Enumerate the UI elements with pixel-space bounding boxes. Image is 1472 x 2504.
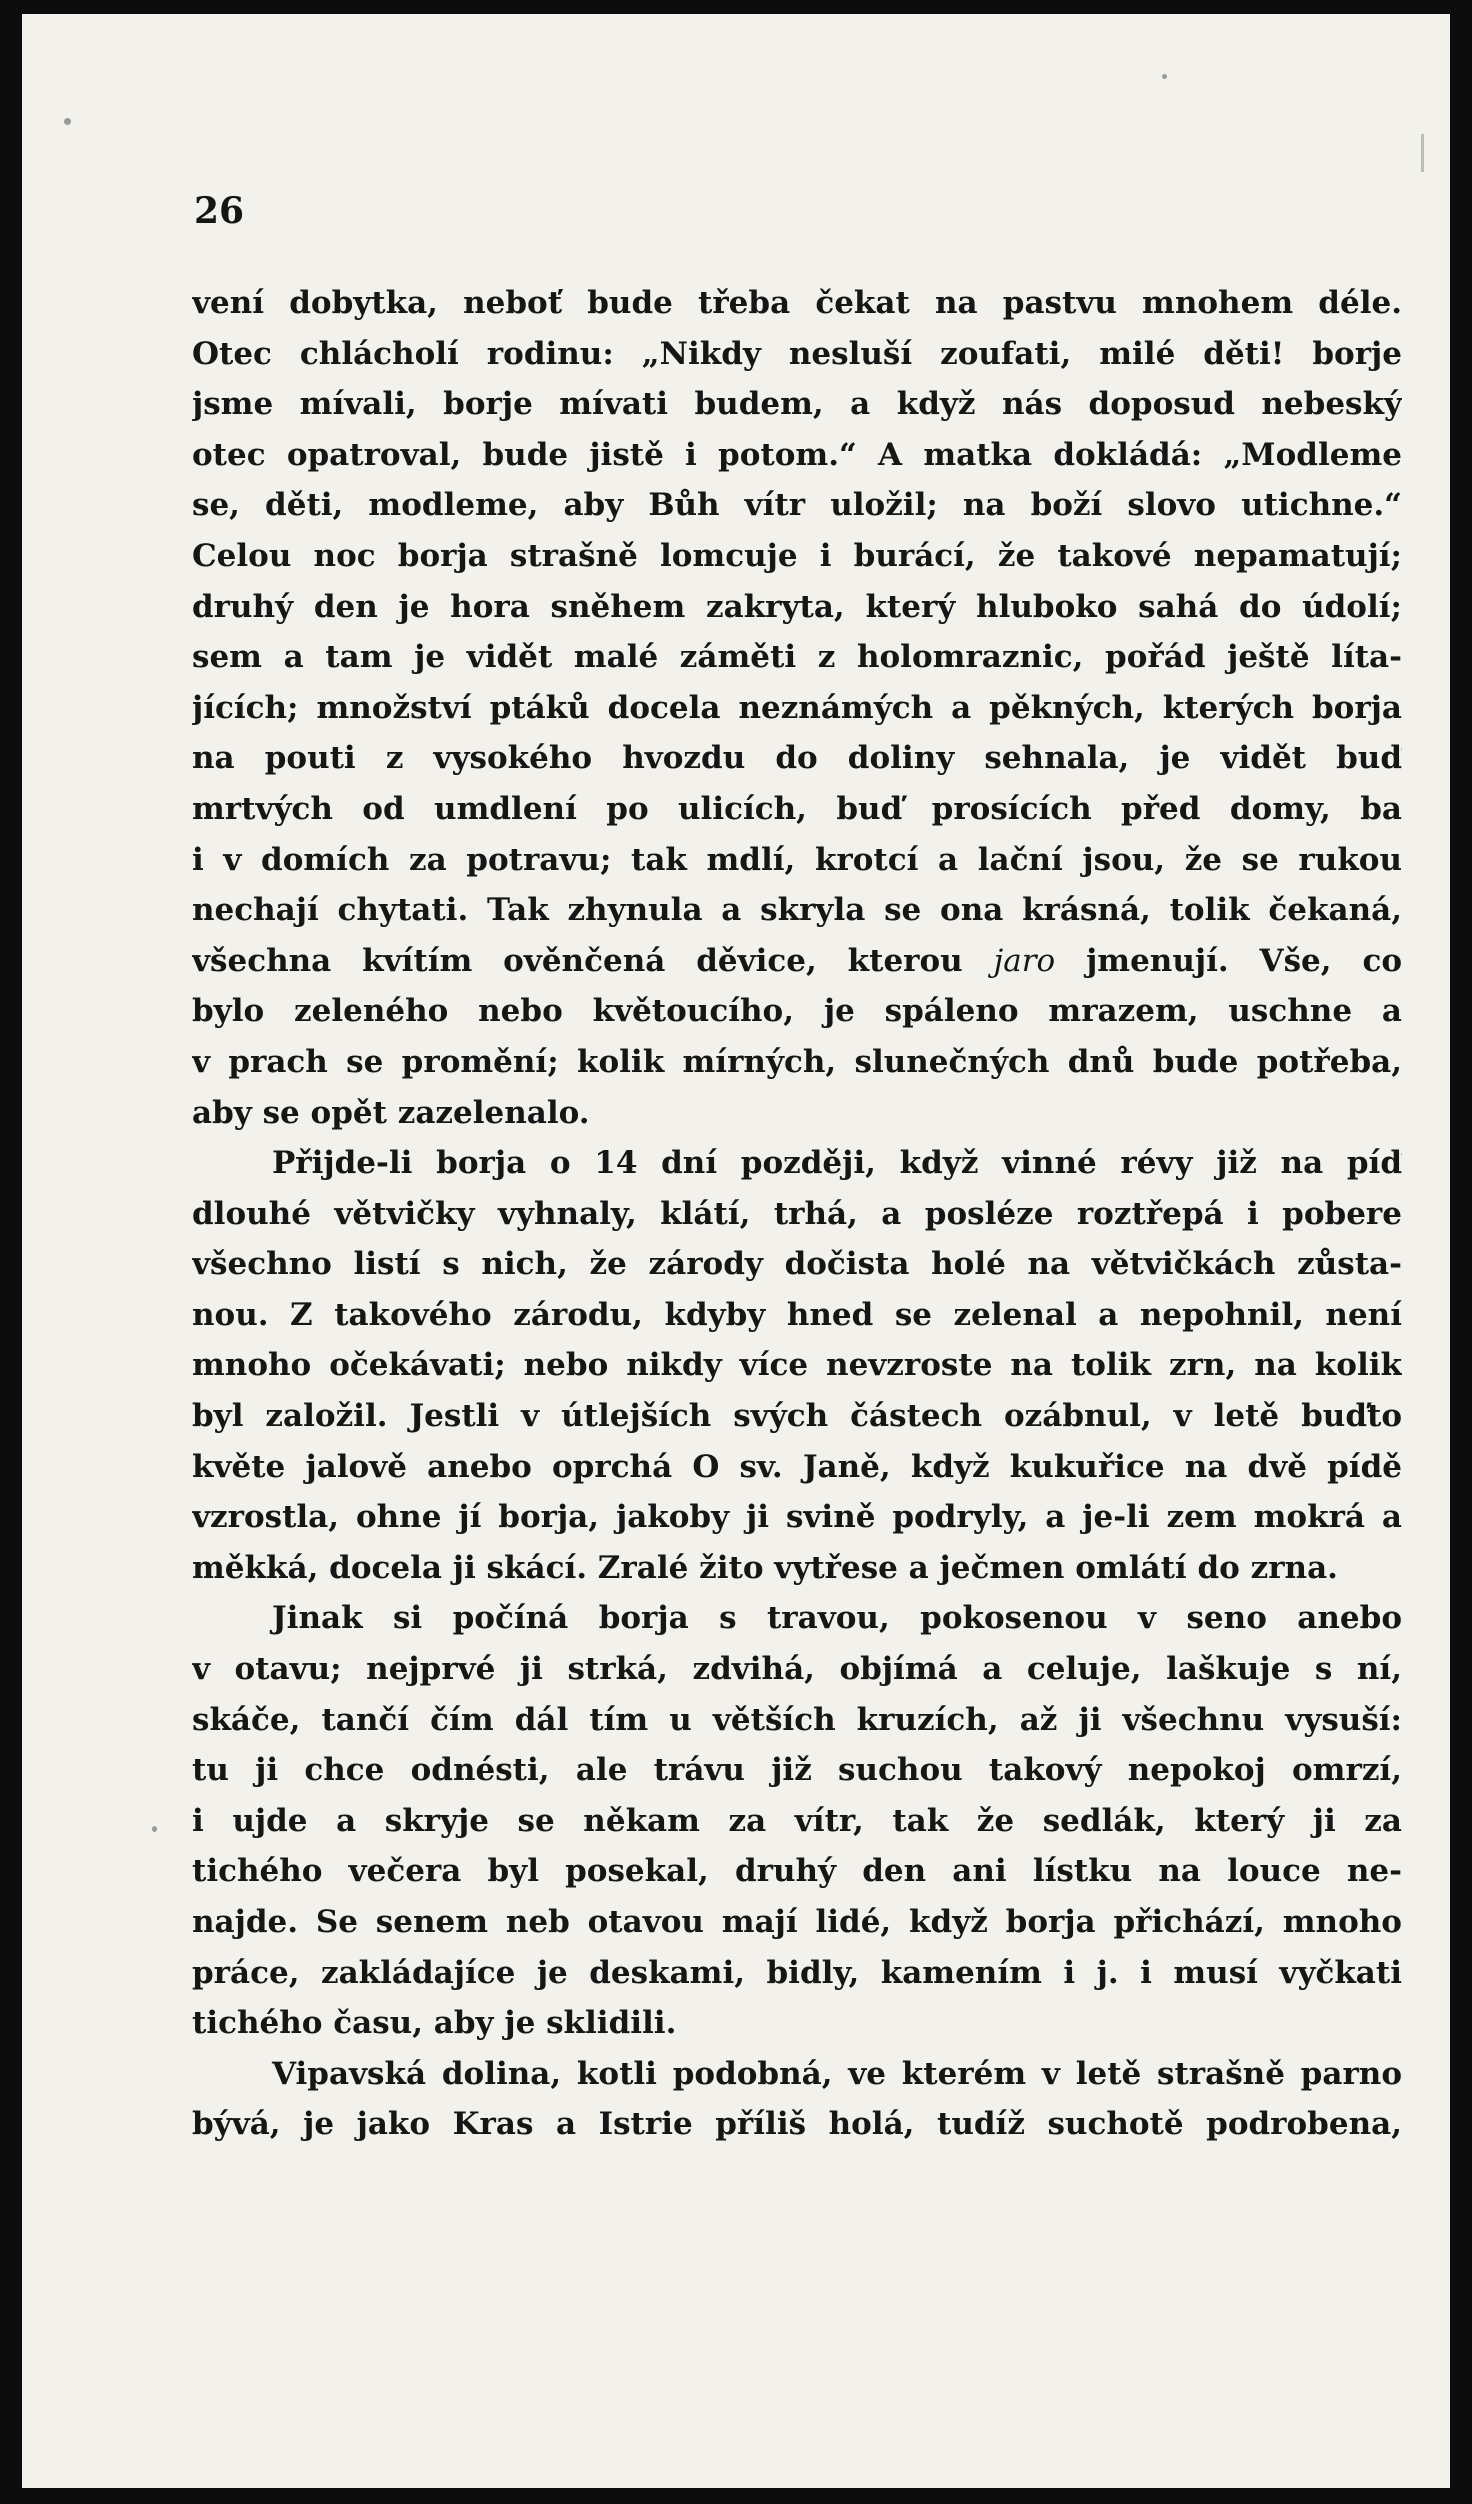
text-line: tichého času, aby je sklidili. [192,2005,677,2042]
text-line: tichého večera byl posekal, druhý den ani lístku na louce ne- [192,1853,1402,1890]
text-line: Jinak si počíná borja s travou, pokosenou v seno anebo [272,1600,1402,1637]
book-page [22,14,1450,2488]
text-line: v otavu; nejprvé ji strká, zdvihá, objímá a celuje, laškuje s ní, [192,1651,1402,1688]
text-line: dlouhé větvičky vyhnaly, klátí, trhá, a posléze roztřepá i pobere [192,1195,1402,1232]
scan-edge-mark [1421,134,1424,172]
text-line: mrtvých od umdlení po ulicích, buď prosících před domy, ba [192,790,1402,827]
text-line: druhý den je hora sněhem zakryta, který hluboko sahá do údolí; [192,588,1402,625]
text-line: Vipavská dolina, kotli podobná, ve kterém v letě strašně parno [272,2055,1402,2092]
text-line: Celou noc borja strašně lomcuje i burácí, že takové nepamatují; [192,537,1402,574]
scan-speck [1162,74,1167,79]
text-line: sem a tam je vidět malé záměti z holomraznic, pořád ještě líta- [192,639,1402,676]
text-line: květe jalově anebo oprchá O sv. Janě, když kukuřice na dvě pídě [192,1448,1402,1485]
text-line: i ujde a skryje se někam za vítr, tak že sedlák, který ji za [192,1802,1402,1839]
text-line: nou. Z takového zárodu, kdyby hned se zelenal a nepohnil, není [192,1296,1402,1333]
text-line: jsme mívali, borje mívati budem, a když nás doposud nebeský [192,386,1402,423]
text-line: mnoho očekávati; nebo nikdy více nevzroste na tolik zrn, na kolik [192,1347,1402,1384]
text-line: tu ji chce odnésti, ale trávu již suchou takový nepokoj omrzí, [192,1752,1402,1789]
text-line: na pouti z vysokého hvozdu do doliny sehnala, je vidět buď [192,740,1402,777]
text-line: v prach se promění; kolik mírných, slunečných dnů bude potřeba, [192,1043,1402,1080]
body-text [192,278,1402,2150]
text-line: jících; množství ptáků docela neznámých a pěkných, kterých borja [192,689,1402,726]
text-line: bývá, je jako Kras a Istrie příliš holá, tudíž suchotě podrobena, [192,2106,1402,2143]
italic-word: jaro [993,942,1056,979]
text-line: vení dobytka, neboť bude třeba čekat na pastvu mnohem déle. [192,285,1402,321]
text-line: otec opatroval, bude jistě i potom.“ A matka dokládá: „Modleme [192,436,1402,473]
text-line: skáče, tančí čím dál tím u větších kruzích, až ji všechnu vysuší: [192,1701,1402,1738]
text-line: se, děti, modleme, aby Bůh vítr uložil; na boží slovo utichne.“ [192,487,1402,524]
text-line: Přijde-li borja o 14 dní později, když vinné révy již na píď [272,1145,1402,1182]
scan-speck [64,118,71,125]
text-line: bylo zeleného nebo květoucího, je spáleno mrazem, uschne a [192,993,1402,1030]
text-line: aby se opět zazelenalo. [192,1094,590,1131]
text-line: i v domích za potravu; tak mdlí, krotcí a lační jsou, že se rukou [192,841,1402,878]
scan-speck [152,1826,157,1832]
text-line: byl založil. Jestli v útlejších svých částech ozábnul, v letě buďto [192,1398,1402,1435]
text-line: měkká, docela ji skácí. Zralé žito vytřese a ječmen omlátí do zrna. [192,1549,1338,1586]
text-segment: všechna kvítím ověnčená děvice, kterou [192,942,994,979]
text-segment: jmenují. Vše, co [1055,942,1402,979]
text-line: vzrostla, ohne jí borja, jakoby ji svině podryly, a je-li zem mokrá a [192,1499,1402,1536]
text-line: nechají chytati. Tak zhynula a skryla se ona krásná, tolik čekaná, [192,892,1402,929]
text-line: všechno listí s nich, že zárody dočista holé na větvičkách zůsta- [192,1246,1402,1283]
text-line [192,936,1402,987]
text-line: najde. Se senem neb otavou mají lidé, když borja přichází, mnoho [192,1904,1402,1940]
text-line: Otec chlácholí rodinu: „Nikdy nesluší zoufati, milé děti! borje [192,335,1402,372]
text-line: práce, zakládajíce je deskami, bidly, kamením i j. i musí vyčkati [192,1954,1402,1991]
page-number: 26 [194,190,245,232]
